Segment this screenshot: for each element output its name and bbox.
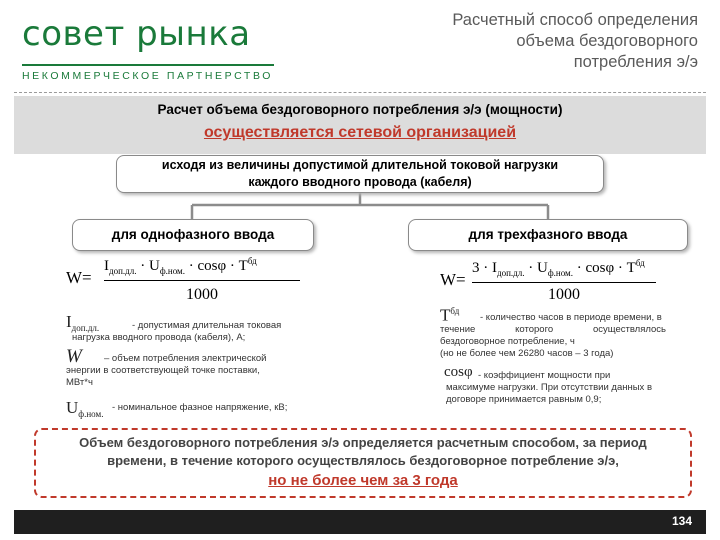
def-line: МВт*ч: [66, 377, 93, 388]
source-box-line: исходя из величины допустимой длительной токовой нагрузки: [161, 158, 559, 172]
formula-symbol: T: [238, 258, 248, 274]
footer-bar: [14, 510, 706, 534]
formula-operator: ·: [617, 260, 623, 276]
source-box-line: каждого вводного провода (кабеля): [248, 175, 472, 189]
def-symbol-main: φ: [464, 364, 473, 380]
def-line: бездоговорное потребление, ч: [440, 336, 575, 347]
formula-symbol: U: [536, 260, 548, 276]
def-line: - коэффициент мощности при: [478, 370, 611, 381]
three-phase-denominator: 1000: [548, 286, 580, 303]
single-phase-box: для однофазного ввода: [72, 219, 314, 251]
def-line: энергии в соответствующей точке поставки,: [66, 365, 260, 376]
formula-symbol: U: [148, 258, 160, 274]
slide-title-line: Расчетный способ определения: [452, 11, 698, 29]
three-phase-box: для трехфазного ввода: [408, 219, 688, 251]
logo-subtitle: НЕКОММЕРЧЕСКОЕ ПАРТНЕРСТВО: [22, 70, 273, 82]
formula-superscript: бд: [635, 258, 645, 268]
def-symbol: [66, 398, 103, 422]
formula-operator: ·: [140, 258, 146, 274]
fraction-bar: [104, 280, 300, 281]
formula-operator: ·: [576, 260, 582, 276]
def-line: договоре принимается равным 0,9;: [446, 394, 602, 405]
def-line: течение которого осуществлялось: [440, 324, 666, 335]
def-line: - допустимая длительная токовая: [132, 320, 282, 331]
def-symbol-main: U: [66, 398, 79, 417]
fraction-bar: [472, 282, 656, 283]
conclusion-text: [40, 434, 686, 470]
formula-lhs: W=: [66, 268, 92, 287]
formula-operator: ·: [188, 258, 194, 274]
def-line: максимуме нагрузки. При отсутствии данных в: [446, 382, 652, 393]
def-symbol-subscript: доп.дл.: [71, 323, 100, 334]
three-phase-numerator: [472, 258, 645, 278]
def-power-factor: [446, 370, 674, 406]
def-line: нагрузка вводного провода (кабеля), А;: [72, 332, 246, 343]
conclusion-emphasis: но не более чем за 3 года: [268, 472, 458, 489]
conclusion-line: Объем бездоговорного потребления э/э определяется расчетным способом, за период: [79, 435, 647, 450]
formula-subscript: доп.дл.: [109, 266, 137, 276]
def-line: - количество часов в периоде времени, в: [480, 312, 662, 323]
def-symbol-subscript: ф.ном.: [78, 409, 104, 420]
conclusion-line: времени, в течение которого осуществлялось бездоговорное потребление э/э,: [107, 453, 619, 468]
def-symbol-main: I: [66, 312, 72, 331]
def-symbol-superscript: бд: [450, 306, 460, 316]
slide-title-line: потребления э/э: [573, 53, 698, 71]
def-symbol: W: [66, 346, 82, 367]
def-line: - номинальное фазное напряжение, кВ;: [112, 402, 288, 413]
formula-subscript: ф.ном.: [547, 268, 573, 278]
formula-symbol: T: [626, 260, 636, 276]
formula-operator: ·: [528, 260, 534, 276]
source-box: [116, 155, 604, 193]
formula-superscript: бд: [247, 256, 257, 266]
band-emphasis: осуществляется сетевой организацией: [203, 124, 517, 141]
def-current: [72, 320, 304, 344]
formula-symbol: cos: [197, 258, 218, 274]
formula-coefficient: 3: [472, 260, 480, 276]
def-line: (но не более чем 26280 часов – 3 года): [440, 348, 614, 359]
formula-operator: ·: [483, 260, 489, 276]
def-voltage: [112, 402, 312, 414]
def-energy: [66, 353, 306, 389]
page-number: 134: [671, 514, 692, 528]
formula-operator: ·: [229, 258, 235, 274]
formula-symbol: I: [104, 258, 109, 274]
band-title: Расчет объема бездоговорного потребления э/э (мощности): [157, 102, 563, 117]
formula-symbol: I: [492, 260, 497, 276]
formula-symbol: φ: [217, 258, 227, 274]
slide-title-line: объема бездоговорного: [516, 32, 698, 50]
formula-lhs: W=: [440, 270, 466, 289]
formula-subscript: ф.ном.: [159, 266, 185, 276]
def-hours: [440, 312, 666, 360]
formula-symbol: φ: [605, 260, 615, 276]
logo-wordmark: совет рынка: [22, 14, 251, 54]
def-symbol-main: cos: [444, 364, 464, 380]
single-phase-denominator: 1000: [186, 286, 218, 303]
formula-symbol: cos: [585, 260, 606, 276]
formula-subscript: доп.дл.: [497, 268, 525, 278]
single-phase-numerator: [104, 256, 257, 276]
def-symbol-main: T: [440, 305, 451, 325]
def-line: – объем потребления электрической: [104, 353, 267, 364]
